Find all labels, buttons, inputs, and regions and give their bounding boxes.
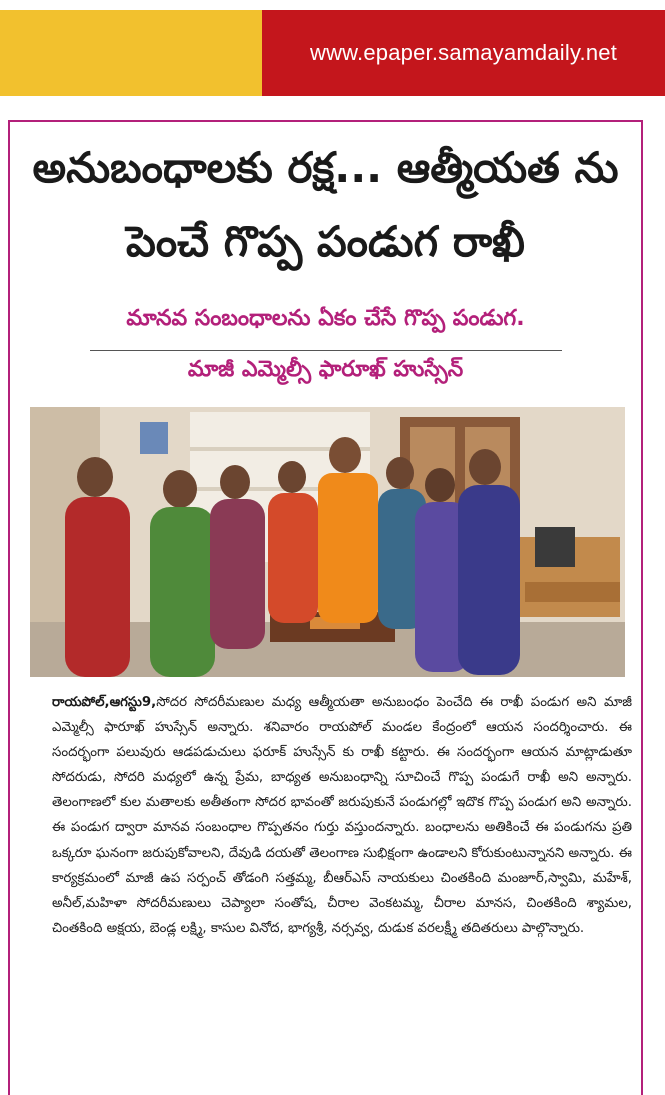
banner-yellow-block — [0, 10, 262, 96]
headline-line-2: పెంచే గొప్ప పండుగ రాఖీ — [126, 217, 525, 266]
article-photo — [30, 407, 625, 677]
epaper-url[interactable]: www.epaper.samayamdaily.net — [309, 40, 618, 65]
banner-red-block — [262, 10, 665, 96]
subheadline-divider — [90, 350, 562, 351]
article-body — [52, 690, 632, 941]
subheadline-1: మానవ సంబంధాలను ఏకం చేసే గొప్ప పండుగ. — [126, 306, 525, 331]
masthead-banner — [0, 0, 665, 96]
article-body-text: సోదర సోదరీమణుల మధ్య ఆత్మీయతా అనుబంధం పెంచేది ఈ రాఖీ పండుగ అని మాజీ ఎమ్మెల్సీ ఫారూఖ్ హుస్సేన్ అన్నారు. శనివారం రాయపోల్ మండల కేంద్రంలో ఆయన సందర్శించారు. ఈ సందర్భంగా పలువురు ఆడపడుచులు ఫరూక్ హుస్సేన్ కు రాఖీ కట్టారు. ఈ సందర్భంగా ఆయన మాట్లాడుతూ సోదరుడు, సోదరి మధ్యలో ఉన్న ప్రేమ, బాధ్యత అనుబంధాన్ని సూచించే గొప్ప పండుగే రాఖీ అని అన్నారు. తెలంగాణలో కుల మతాలకు అతీతంగా సోదర భావంతో జరుపుకునే పండుగల్లో ఇదొక గొప్ప పండుగ అని అన్నారు. ఈ పండుగ ద్వారా మానవ సంబంధాల గొప్పతనం గుర్తు వస్తుందన్నారు. బంధాలను అతికించే ఈ పండుగను ప్రతి ఒక్కరూ ఘనంగా జరుపుకోవాలని, దేవుడి దయతో తెలంగాణ సుభిక్షంగా ఉండాలని కోరుకుంటున్నానని అన్నారు. ఈ కార్యక్రమంలో మాజీ ఉప సర్పంచ్ తోడంగి సత్తమ్మ, బీఆర్ఎస్ నాయకులు చింతకింది మంజూర్,స్వామి, మహేశ్, అనీల్,మహిళా సోదరీమణులు చెప్యాలా సంతోష, చీరాల వెంకటమ్మ, చీరాల మానస, చింతకింది శ్యామల, చింతకింది అక్షయ, బెండ్ల లక్ష్మి, కాసుల వినోద, భాగ్యశ్రీ, నర్సవ్వ, దుడుక వరలక్ష్మీ తదితరులు పాల్గొన్నారు. — [52, 695, 632, 936]
headline-line-1: అనుబంధాలకు రక్ష... ఆత్మీయత ను — [32, 143, 619, 192]
article-headline — [8, 140, 643, 270]
subheadline-2: మాజీ ఎమ్మెల్సీ ఫారూఖ్ హుస్సేన్ — [187, 357, 464, 382]
article-dateline: రాయపోల్,ఆగస్టు9, — [52, 695, 157, 710]
